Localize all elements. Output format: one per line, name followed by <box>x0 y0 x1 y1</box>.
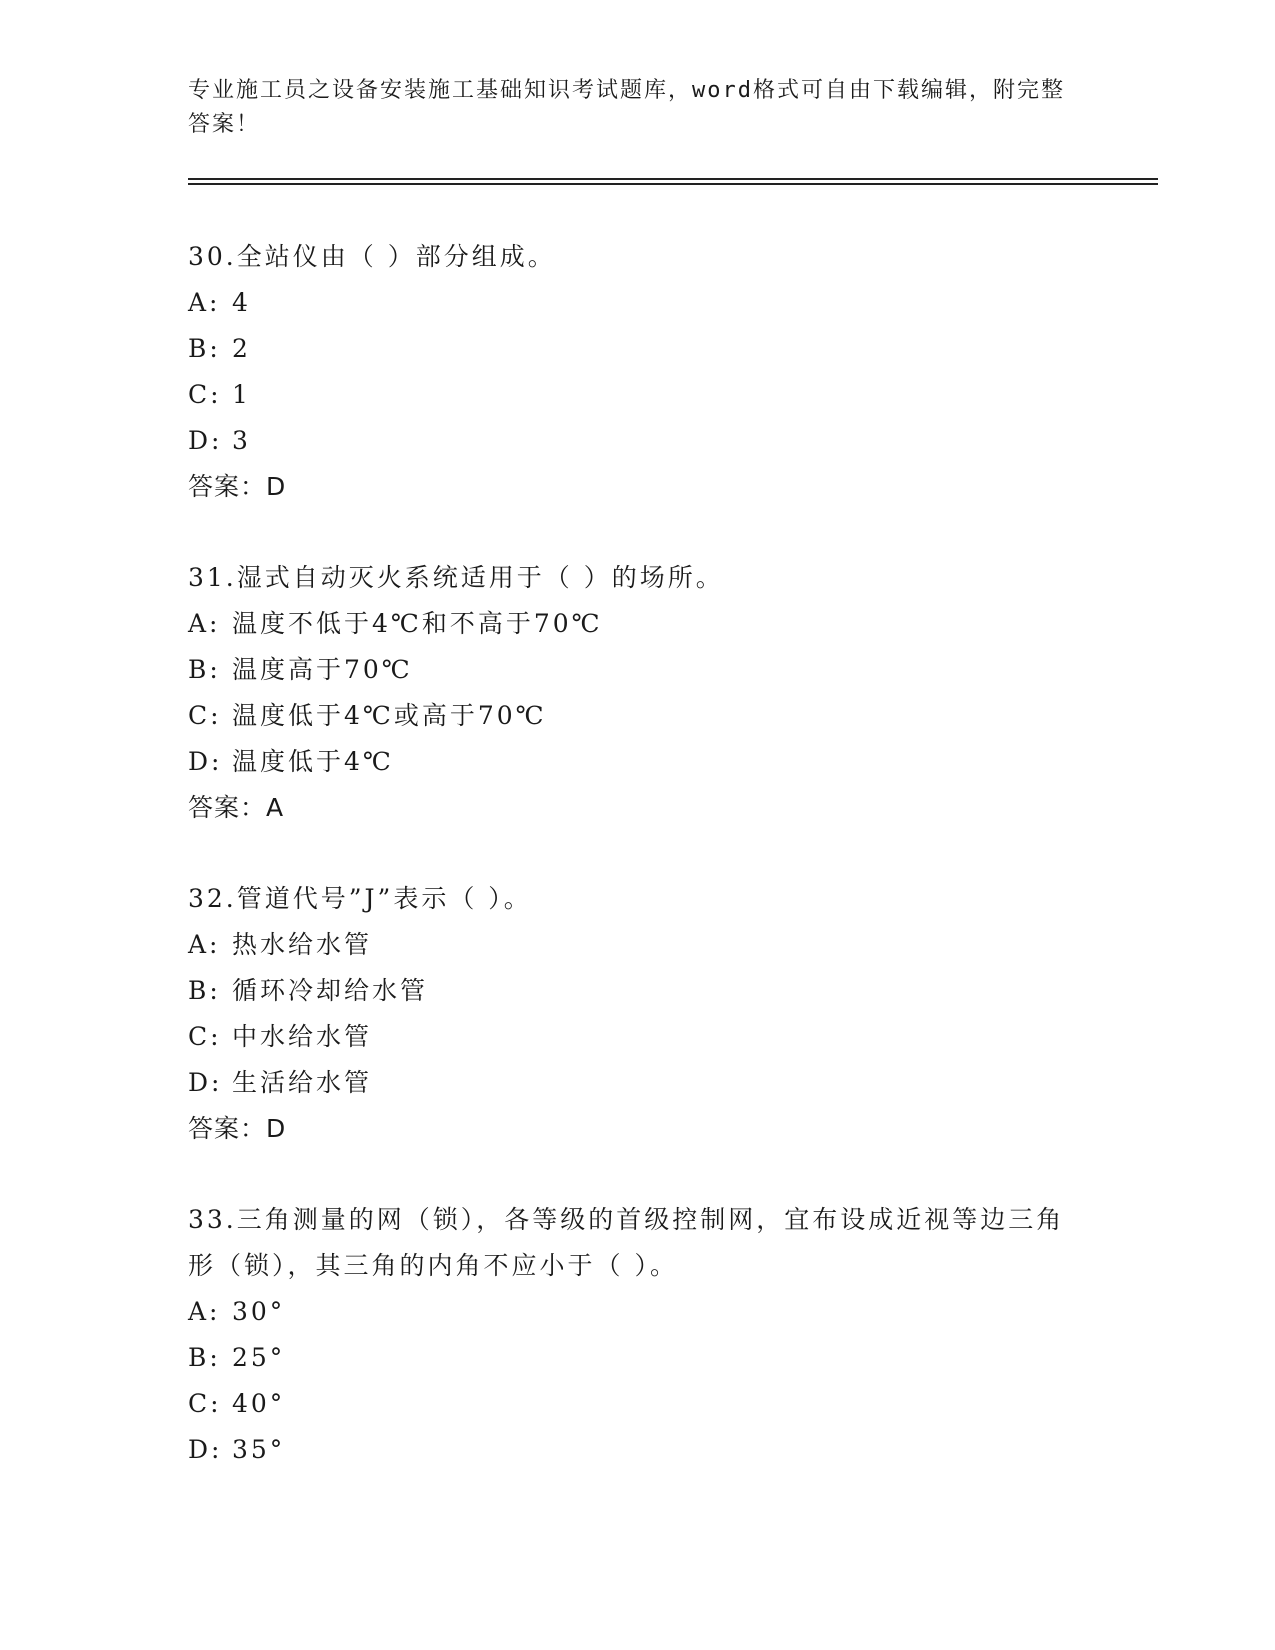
option-d <box>188 1427 1088 1473</box>
option-letter: A: <box>188 930 221 959</box>
option-c <box>188 1014 1088 1060</box>
document-header <box>188 74 1068 142</box>
answer-line: 答案：D <box>188 1114 287 1143</box>
question-33 <box>188 1197 1088 1473</box>
option-letter: B: <box>188 1343 221 1372</box>
question-stem: 30.全站仪由（ ）部分组成。 <box>188 242 556 271</box>
option-letter: A: <box>188 1297 221 1326</box>
option-c <box>188 1381 1088 1427</box>
question-30 <box>188 234 1088 510</box>
header-text: 专业施工员之设备安装施工基础知识考试题库，word格式可自由下载编辑，附完整答案！ <box>188 78 1065 137</box>
option-text: 温度不低于4℃和不高于70℃ <box>232 609 603 638</box>
option-letter: B: <box>188 334 221 363</box>
option-text: 热水给水管 <box>232 930 373 959</box>
option-text: 生活给水管 <box>232 1068 373 1097</box>
option-d <box>188 418 1088 464</box>
option-b <box>188 1335 1088 1381</box>
option-text: 35° <box>232 1435 286 1464</box>
question-stem: 32.管道代号”J”表示（ ）。 <box>188 884 532 913</box>
option-b <box>188 326 1088 372</box>
question-32 <box>188 876 1088 1152</box>
option-letter: A: <box>188 288 221 317</box>
option-text: 4 <box>232 288 251 317</box>
option-text: 温度低于4℃或高于70℃ <box>232 701 547 730</box>
option-text: 2 <box>232 334 251 363</box>
header-divider-top <box>188 178 1158 180</box>
option-d <box>188 739 1088 785</box>
option-letter: D: <box>188 1068 223 1097</box>
option-text: 25° <box>232 1343 286 1372</box>
option-c <box>188 372 1088 418</box>
option-a <box>188 922 1088 968</box>
option-letter: D: <box>188 426 223 455</box>
option-text: 温度高于70℃ <box>232 655 413 684</box>
question-stem: 31.湿式自动灭火系统适用于（ ）的场所。 <box>188 563 724 592</box>
option-a <box>188 280 1088 326</box>
option-text: 温度低于4℃ <box>232 747 394 776</box>
option-letter: B: <box>188 655 221 684</box>
option-text: 1 <box>232 380 251 409</box>
question-stem: 33.三角测量的网（锁），各等级的首级控制网，宜布设成近视等边三角形（锁），其三角的内角不应小于（ ）。 <box>188 1205 1065 1280</box>
option-a <box>188 1289 1088 1335</box>
option-letter: B: <box>188 976 221 1005</box>
option-a <box>188 601 1088 647</box>
option-b <box>188 968 1088 1014</box>
header-divider-bottom <box>188 183 1158 185</box>
option-b <box>188 647 1088 693</box>
option-letter: C: <box>188 380 222 409</box>
answer-line: 答案：D <box>188 472 287 501</box>
option-letter: A: <box>188 609 221 638</box>
option-text: 3 <box>232 426 251 455</box>
option-d <box>188 1060 1088 1106</box>
option-letter: D: <box>188 1435 223 1464</box>
option-text: 中水给水管 <box>232 1022 373 1051</box>
question-31 <box>188 555 1088 831</box>
option-text: 40° <box>232 1389 286 1418</box>
option-text: 30° <box>232 1297 286 1326</box>
option-c <box>188 693 1088 739</box>
option-text: 循环冷却给水管 <box>232 976 429 1005</box>
option-letter: C: <box>188 1022 222 1051</box>
option-letter: C: <box>188 1389 222 1418</box>
option-letter: D: <box>188 747 223 776</box>
option-letter: C: <box>188 701 222 730</box>
answer-line: 答案：A <box>188 793 285 822</box>
